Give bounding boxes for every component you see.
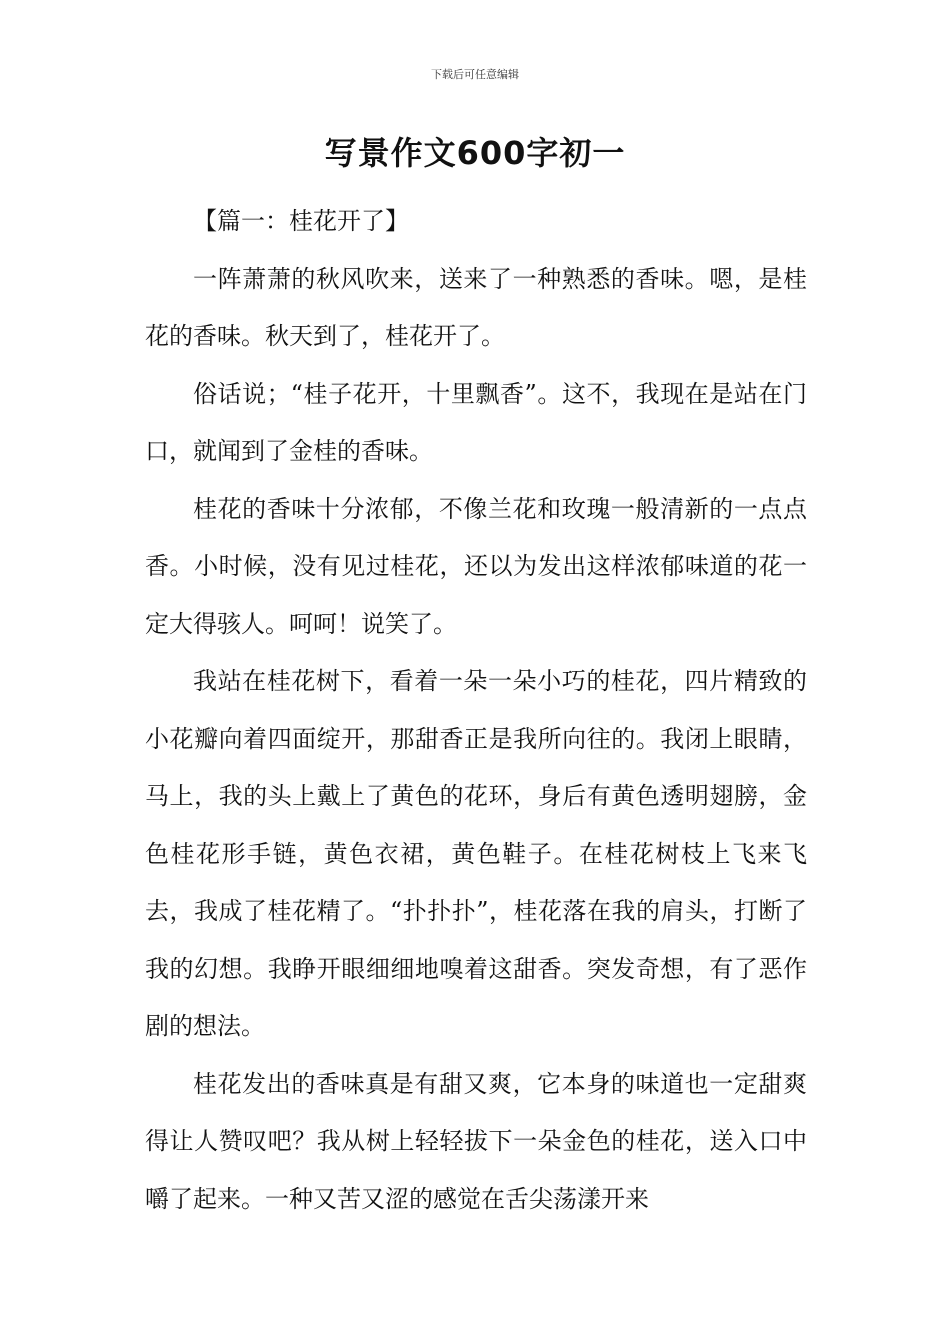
document-title: 写景作文600字初一 <box>324 134 626 172</box>
header-note: 下载后可任意编辑 <box>431 68 519 81</box>
document-body <box>145 193 807 1228</box>
section-heading: 【篇一：桂花开了】 <box>193 207 409 235</box>
paragraph-1: 一阵萧萧的秋风吹来，送来了一种熟悉的香味。嗯，是桂花的香味。秋天到了，桂花开了。 <box>145 264 807 350</box>
paragraph-3: 桂花的香味十分浓郁，不像兰花和玫瑰一般清新的一点点香。小时候，没有见过桂花，还以为发出这样浓郁味道的花一定大得骇人。呵呵！说笑了。 <box>145 494 807 638</box>
paragraph-2: 俗话说；“桂子花开，十里飘香”。这不，我现在是站在门口，就闻到了金桂的香味。 <box>145 379 807 465</box>
paragraph-4: 我站在桂花树下，看着一朵一朵小巧的桂花，四片精致的小花瓣向着四面绽开，那甜香正是我所向往的。我闭上眼睛，马上，我的头上戴上了黄色的花环，身后有黄色透明翅膀，金色桂花形手链，黄色衣裙，黄色鞋子。在桂花树枝上飞来飞去，我成了桂花精了。“扑扑扑”，桂花落在我的肩头，打断了我的幻想。我睁开眼细细地嗅着这甜香。突发奇想，有了恶作剧的想法。 <box>145 667 807 1040</box>
paragraph-5: 桂花发出的香味真是有甜又爽，它本身的味道也一定甜爽得让人赞叹吧？我从树上轻轻拔下一朵金色的桂花，送入口中嚼了起来。一种又苦又涩的感觉在舌尖荡漾开来 <box>145 1069 807 1213</box>
